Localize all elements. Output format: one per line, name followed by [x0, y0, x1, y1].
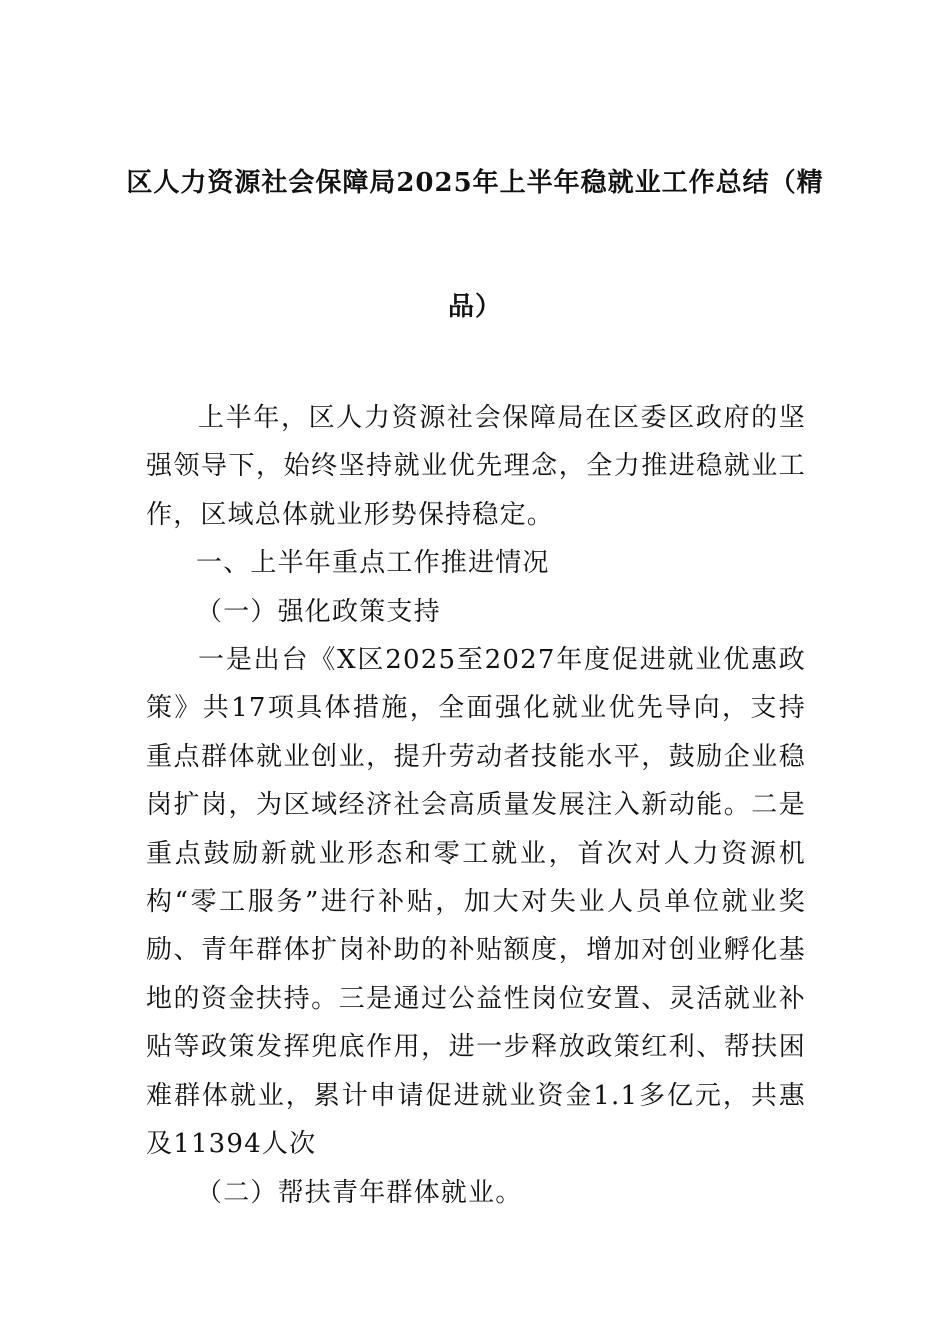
document-title-line-2: 品） — [447, 292, 502, 322]
policy-paragraph: 一是出台《X区2025至2027年度促进就业优惠政策》共17项具体措施，全面强化就业优先导向，支持重点群体就业创业，提升劳动者技能水平，鼓励企业稳岗扩岗，为区域经济社会高质量发展注入新动能。二是重点鼓励新就业形态和零工就业，首次对人力资源机构“零工服务”进行补贴，加大对失业人员单位就业奖励、青年群体扩岗补助的补贴额度，增加对创业孵化基地的资金扶持。三是通过公益性岗位安置、灵活就业补贴等政策发挥兜底作用，进一步释放政策红利、帮扶困难群体就业，累计申请促进就业资金1.1多亿元，共惠及11394人次 — [146, 645, 806, 1160]
subsection-heading-1: （一）强化政策支持 — [196, 596, 441, 627]
section-heading-1: 一、上半年重点工作推进情况 — [196, 548, 550, 579]
document-title-line-1: 区人力资源社会保障局2025年上半年稳就业工作总结（精 — [126, 168, 824, 198]
intro-paragraph: 上半年，区人力资源社会保障局在区委区政府的坚强领导下，始终坚持就业优先理念，全力推进稳就业工作，区域总体就业形势保持稳定。 — [146, 403, 806, 530]
document-body — [146, 394, 806, 1217]
subsection-heading-2: （二）帮扶青年群体就业。 — [196, 1177, 523, 1208]
